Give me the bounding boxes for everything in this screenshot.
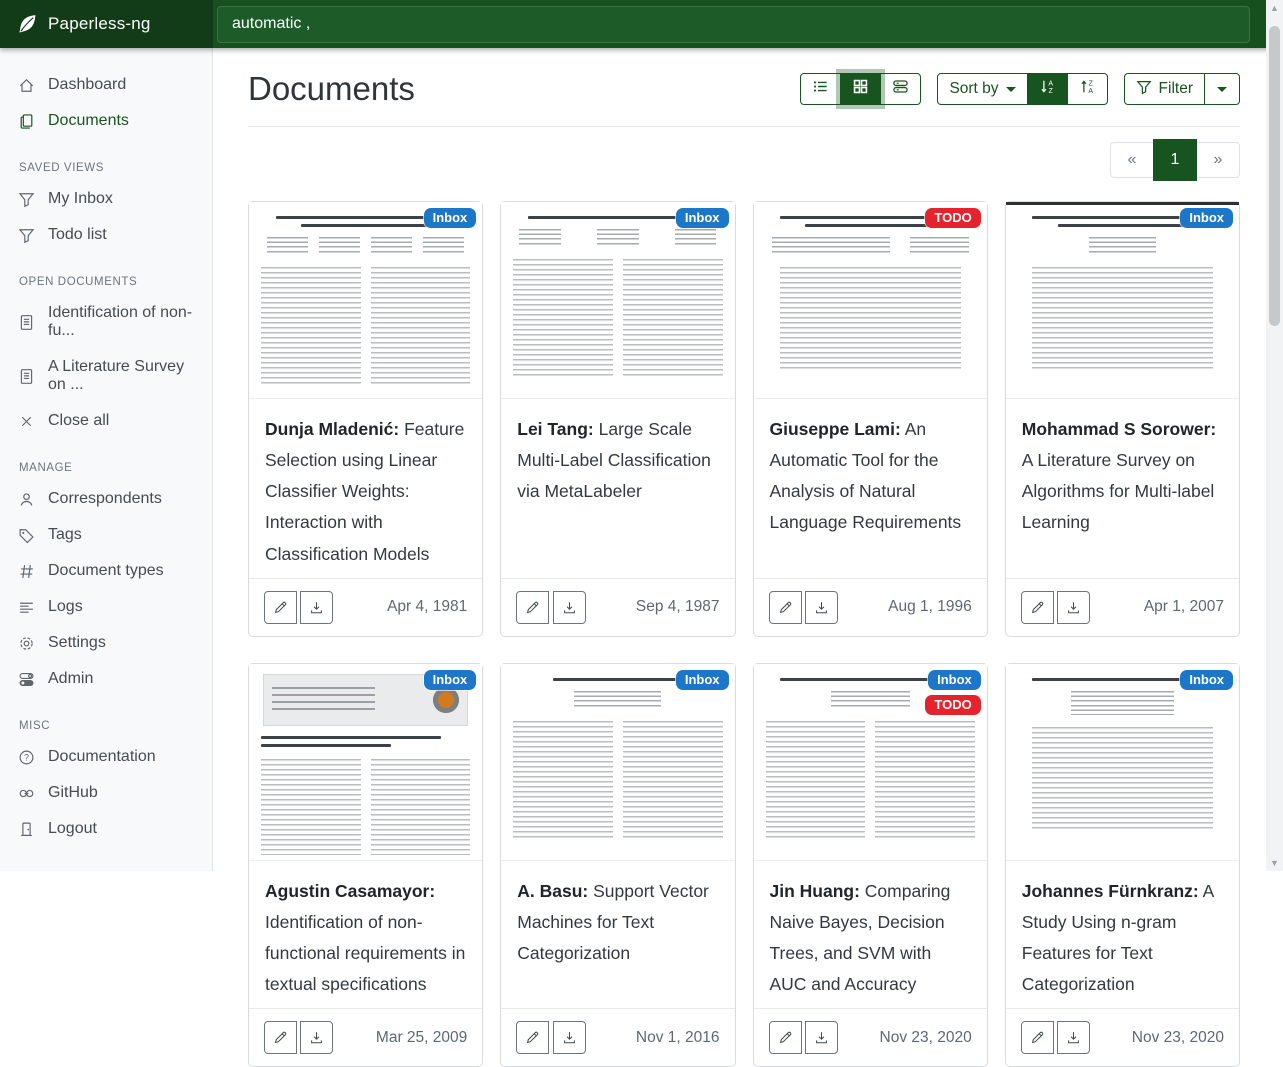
sidebar-item-open-doc-1[interactable] <box>10 296 204 348</box>
document-title-text: Large Scale Multi-Label Classification via MetaLabeler <box>517 419 711 502</box>
document-date: Nov 23, 2020 <box>1131 1028 1224 1046</box>
document-grid <box>248 201 1240 1067</box>
paper-preview <box>249 202 482 398</box>
view-toggle-group <box>800 73 921 105</box>
svg-text:Z: Z <box>1088 80 1093 88</box>
person-icon <box>18 491 35 508</box>
card-actions <box>1021 591 1090 624</box>
list-lines-icon <box>18 599 35 616</box>
tag-badge-inbox[interactable]: Inbox <box>676 208 729 228</box>
documents-page <box>213 48 1266 1046</box>
sidebar <box>0 48 213 871</box>
document-thumbnail[interactable] <box>501 664 734 861</box>
files-icon <box>18 113 35 130</box>
document-date: Nov 23, 2020 <box>879 1028 972 1046</box>
sidebar-item-label: GitHub <box>48 784 98 801</box>
filter-dropdown-button[interactable] <box>1204 73 1240 105</box>
card-footer <box>754 578 987 636</box>
funnel-icon <box>1136 79 1152 100</box>
document-date: Nov 1, 2016 <box>635 1028 720 1046</box>
sort-by-button[interactable] <box>937 73 1027 105</box>
document-card <box>1005 201 1240 637</box>
download-button[interactable] <box>300 591 333 624</box>
tag-badge-inbox[interactable]: Inbox <box>424 208 477 228</box>
sidebar-item-label: Dashboard <box>48 76 127 93</box>
section-manage: MANAGE <box>19 462 73 474</box>
correspondent-name: Giuseppe Lami: <box>769 419 901 439</box>
card-footer <box>1006 1008 1239 1066</box>
paper-preview <box>1006 664 1239 860</box>
edit-button[interactable] <box>769 591 802 624</box>
document-date: Aug 1, 1996 <box>888 598 972 616</box>
card-actions <box>516 1021 585 1054</box>
document-card <box>500 663 735 1067</box>
document-card <box>248 201 483 637</box>
sidebar-item-label: Tags <box>48 526 82 543</box>
sort-alpha-up-icon <box>1079 78 1096 100</box>
document-title[interactable] <box>754 861 987 1009</box>
correspondent-name: Lei Tang: <box>517 419 594 439</box>
edit-button[interactable] <box>1021 1021 1054 1054</box>
journal-logo <box>433 687 459 713</box>
document-date: Apr 1, 2007 <box>1143 598 1224 616</box>
card-actions <box>1021 1021 1090 1054</box>
sort-group <box>937 73 1107 105</box>
sort-ascending-button[interactable] <box>1067 73 1108 105</box>
document-thumbnail[interactable] <box>501 202 734 399</box>
sidebar-item-label: Document types <box>48 562 164 579</box>
sidebar-item-label: Correspondents <box>48 490 162 507</box>
card-footer <box>249 1008 482 1066</box>
card-footer <box>501 578 734 636</box>
filter-button[interactable] <box>1124 73 1205 105</box>
download-button[interactable] <box>805 1021 838 1054</box>
page-title: Documents <box>248 70 415 107</box>
section-open-documents: OPEN DOCUMENTS <box>19 276 138 288</box>
feather-logo-icon <box>16 13 38 35</box>
card-footer <box>249 578 482 636</box>
correspondent-name: Dunja Mladenić: <box>265 419 400 439</box>
sidebar-item-todo-list[interactable] <box>10 218 204 252</box>
sort-descending-button[interactable] <box>1027 73 1068 105</box>
correspondent-name: Johannes Fürnkranz: <box>1021 880 1199 901</box>
document-title[interactable] <box>1006 399 1239 578</box>
tag-badge-inbox[interactable]: Inbox <box>676 670 729 690</box>
search-input[interactable] <box>217 6 1250 43</box>
document-title-text: A Literature Survey on Algorithms for Multi-label Learning <box>1021 450 1215 533</box>
link-icon <box>18 785 35 802</box>
tag-badge-inbox[interactable]: Inbox <box>1180 670 1233 690</box>
pagination-next[interactable]: » <box>1196 142 1240 178</box>
paper-preview <box>501 664 734 860</box>
document-date: Apr 4, 1981 <box>387 598 468 616</box>
card-actions <box>264 1021 333 1054</box>
sidebar-item-label: Documentation <box>48 748 156 765</box>
tag-badge-todo[interactable]: TODO <box>925 695 980 715</box>
sidebar-item-documentation[interactable] <box>10 740 204 774</box>
correspondent-name: Mohammad S Sorower: <box>1021 419 1217 439</box>
file-text-icon <box>18 368 35 385</box>
house-icon <box>18 77 35 94</box>
card-actions <box>516 591 585 624</box>
paper-preview <box>501 202 734 398</box>
top-navbar <box>0 0 1283 48</box>
download-button[interactable] <box>553 591 586 624</box>
tag-icon <box>18 527 35 544</box>
document-title-text: An Automatic Tool for the Analysis of Natural Language Requirements <box>769 419 962 533</box>
card-footer <box>1006 578 1239 636</box>
divider <box>248 126 1240 127</box>
document-title[interactable] <box>249 399 482 578</box>
tag-badge-inbox[interactable]: Inbox <box>1180 208 1233 228</box>
tag-badge-inbox[interactable]: Inbox <box>424 670 477 690</box>
card-actions <box>769 1021 838 1054</box>
sidebar-item-dashboard[interactable] <box>10 68 204 102</box>
sidebar-item-admin[interactable] <box>10 662 204 696</box>
document-title[interactable] <box>1006 861 1239 1009</box>
tag-badge-inbox[interactable]: Inbox <box>928 670 981 690</box>
sort-alpha-down-icon <box>1039 78 1056 100</box>
edit-button[interactable] <box>769 1021 802 1054</box>
correspondent-name: A. Basu: <box>517 880 589 901</box>
edit-button[interactable] <box>1021 591 1054 624</box>
file-text-icon <box>18 314 35 331</box>
paper-preview <box>754 202 987 398</box>
sidebar-item-my-inbox[interactable] <box>10 182 204 216</box>
document-title-text: Feature Selection using Linear Classifier Weights: Interaction with Classification Models <box>265 419 465 564</box>
document-card <box>248 663 483 1067</box>
document-card <box>753 663 988 1067</box>
filter-label: Filter <box>1158 80 1193 97</box>
sidebar-item-label: Admin <box>48 670 94 687</box>
edit-button[interactable] <box>264 591 297 624</box>
card-footer <box>754 1008 987 1066</box>
brand[interactable] <box>0 0 213 48</box>
document-title[interactable] <box>249 861 482 1009</box>
document-thumbnail[interactable] <box>249 202 482 399</box>
document-title-text: Comparing Naive Bayes, Decision Trees, and SVM with AUC and Accuracy <box>769 880 951 995</box>
view-grid-button[interactable] <box>840 73 881 105</box>
sidebar-item-label: Documents <box>48 112 129 129</box>
download-button[interactable] <box>1057 591 1090 624</box>
document-thumbnail[interactable] <box>754 202 987 399</box>
sidebar-item-logout[interactable] <box>10 812 204 846</box>
grid-view-icon <box>852 78 869 100</box>
document-title-text: Support Vector Machines for Text Categorization <box>517 880 709 963</box>
funnel-icon <box>18 191 35 208</box>
scrollbar-thumb[interactable] <box>1269 26 1280 326</box>
edit-button[interactable] <box>516 591 549 624</box>
hash-icon <box>18 563 35 580</box>
scroll-down-arrow-icon[interactable]: ▼ <box>1270 858 1279 868</box>
download-button[interactable] <box>553 1021 586 1054</box>
sidebar-item-github[interactable] <box>10 776 204 810</box>
download-button[interactable] <box>1057 1021 1090 1054</box>
sidebar-item-label: A Literature Survey on ... <box>48 358 185 393</box>
sidebar-item-logs[interactable] <box>10 590 204 624</box>
funnel-icon <box>18 227 35 244</box>
sidebar-item-label: Todo list <box>48 226 107 243</box>
document-title-text: A Study Using n-gram Features for Text Categorization <box>1021 880 1214 995</box>
toolbar <box>800 73 1240 105</box>
document-thumbnail[interactable] <box>1006 202 1239 399</box>
document-card <box>500 201 735 637</box>
app-title: Paperless-ng <box>48 14 151 33</box>
document-thumbnail[interactable] <box>249 664 482 861</box>
document-date: Mar 25, 2009 <box>375 1028 468 1046</box>
paper-preview <box>249 664 482 860</box>
sidebar-item-label: Logs <box>48 598 83 615</box>
list-view-icon <box>812 78 829 100</box>
question-circle-icon <box>18 749 35 766</box>
card-actions <box>769 591 838 624</box>
sidebar-item-document-types[interactable] <box>10 554 204 588</box>
document-title[interactable] <box>501 399 734 578</box>
document-title[interactable] <box>501 861 734 1009</box>
view-list-button[interactable] <box>800 73 841 105</box>
toggles-icon <box>18 671 35 688</box>
document-thumbnail[interactable] <box>754 664 987 861</box>
close-icon <box>18 413 35 430</box>
svg-text:A: A <box>1087 87 1093 95</box>
section-saved-views: SAVED VIEWS <box>19 162 104 174</box>
tag-badge-todo[interactable]: TODO <box>925 208 980 228</box>
card-footer <box>501 1008 734 1066</box>
window-scrollbar[interactable] <box>1266 0 1283 871</box>
scroll-up-arrow-icon[interactable]: ▲ <box>1270 3 1279 13</box>
gear-icon <box>18 635 35 652</box>
document-title-text: Identification of non-functional requirements in textual specifications <box>265 911 466 995</box>
sidebar-item-documents[interactable] <box>10 104 204 138</box>
document-title[interactable] <box>754 399 987 578</box>
filter-group <box>1124 73 1240 105</box>
pagination <box>1110 139 1240 181</box>
sort-by-label: Sort by <box>949 80 999 97</box>
sidebar-item-label: My Inbox <box>48 190 113 207</box>
search-bar-container <box>213 0 1266 48</box>
sidebar-item-settings[interactable] <box>10 626 204 660</box>
view-details-button[interactable] <box>880 73 921 105</box>
svg-text:A: A <box>1047 80 1053 88</box>
pagination-prev[interactable]: « <box>1110 142 1154 178</box>
sidebar-item-label: Settings <box>48 634 106 651</box>
download-button[interactable] <box>300 1021 333 1054</box>
door-icon <box>18 821 35 838</box>
paper-preview <box>1006 202 1239 398</box>
detail-list-icon <box>892 78 909 100</box>
caret-down-icon <box>1217 87 1227 92</box>
document-card <box>753 201 988 637</box>
document-thumbnail[interactable] <box>1006 664 1239 861</box>
card-actions <box>264 591 333 624</box>
svg-text:Z: Z <box>1048 87 1053 95</box>
sidebar-item-correspondents[interactable] <box>10 482 204 516</box>
document-date: Sep 4, 1987 <box>635 598 720 616</box>
sidebar-item-tags[interactable] <box>10 518 204 552</box>
sidebar-item-label: Close all <box>48 412 110 429</box>
sidebar-item-label: Identification of non-fu... <box>48 304 193 339</box>
correspondent-name: Jin Huang: <box>769 880 860 901</box>
pagination-page-1[interactable]: 1 <box>1153 139 1197 181</box>
caret-down-icon <box>1006 87 1016 92</box>
edit-button[interactable] <box>264 1021 297 1054</box>
edit-button[interactable] <box>516 1021 549 1054</box>
section-misc: MISC <box>19 720 51 732</box>
sidebar-item-open-doc-2[interactable] <box>10 350 204 402</box>
document-card <box>1005 663 1240 1067</box>
sidebar-item-label: Logout <box>48 820 97 837</box>
sidebar-item-close-all[interactable] <box>10 404 204 438</box>
svg-text:?: ? <box>23 752 30 763</box>
download-button[interactable] <box>805 591 838 624</box>
correspondent-name: Agustin Casamayor: <box>265 880 436 901</box>
